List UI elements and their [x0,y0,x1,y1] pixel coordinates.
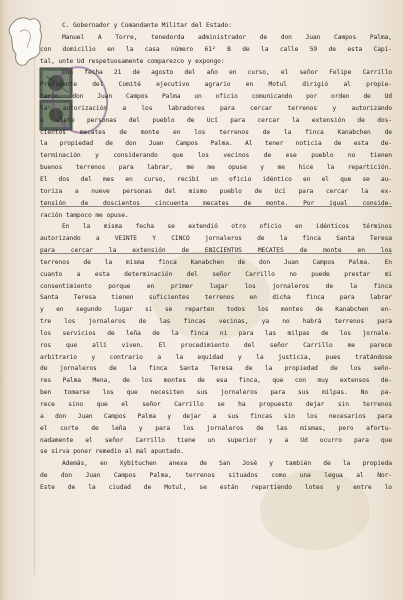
paper-edge [0,0,6,600]
text-line: a don Juan Campos Palma y dejar a sus fincas sin los necesarios para [40,412,392,420]
paragraph-3 [40,221,392,458]
text-line: con domicilio en la casa número 61² B de la calle 59 de esta Capi- [40,45,392,53]
text-line: nadamente el señor Carrillo tiene un superior y a Ud ocurro para que [40,436,392,444]
text-line: cuanto a esta determinación del señor Carrillo no puede prestar mi [40,270,392,278]
text-line: En la misma fecha se extendió otro oficio en idénticos términos [62,223,392,231]
text-line: cientos mecates de monte en los terrenos de la finca Kanabchen de [40,128,392,136]
paragraph-4 [40,458,392,494]
document-body [40,20,392,494]
text-line: Con fecha 21 de agosto del año en curso, el señor Felipe Carrillo [62,69,392,77]
text-line: para cercar la extensión de ENICIENTOS MECATES de monte en los [40,247,392,255]
paragraph-2 [40,67,392,221]
text-line: buenos terrenos para labrar, me me opuse y me hice la repartición. [40,164,392,172]
text-line: de jornaleros de la finca Santa Teresa de la propiedad de los seño- [40,365,392,373]
text-line: Este de la ciudad de Motul, se están repartiendo lotes y entre lo [40,483,392,491]
paragraph-1 [40,32,392,68]
text-line: ración tampoco me opuse. [40,211,129,219]
text-line: de don Juan Campos Palma, terrenos situados como una legua al Nor- [40,472,392,480]
text-line: terrenos de la misma finca Kanabchen de don Juan Campos Palma. En [40,258,392,266]
text-line: la propiedad de don Juan Campos Palma. Al tener noticia de esta de- [40,140,392,148]
text-line: toriza a nueve personas del mismo pueblo de Ucí para cercar la ex- [40,187,392,195]
document-heading: C. Gobernador y Comandante Militar del Estado: [62,22,232,29]
text-line: El dos del mes en curso, recibí un oficio idéntico en el que se au- [40,175,392,183]
text-line: ben tomarse los que necesiten sus jornaleros para sus milpas. No pa- [40,389,392,397]
text-line: a siete personas del pueblo de Ucí para cercar la extensión de dos- [40,116,392,124]
margin-fold [34,55,35,575]
text-line: rece sino que el señor Carrillo se ha propuesto dejar sin terrenos [40,401,392,408]
text-line: ros que allí viven. El procedimiento del señor Carrillo me parece [40,341,392,349]
text-line: Además, en Xybituchen anexa de San José y también de la propieda [62,460,392,468]
text-line: autorizando a VEINTE Y CINCO jornaleros de la finca Santa Teresa [40,235,392,243]
text-line: y en segundo lugar si se reparten todos los montes de Kanabchen en- [40,306,392,314]
text-line: tario don Juan Campos Palma un oficio comunicando por orden de Ud [40,93,392,101]
text-line: tal, unte Ud respetuosamente comparezco y expongo: [40,57,225,65]
text-line: tensión de doscientos cincuenta mecates de monte. Por igual conside- [40,199,392,207]
text-line: tre los jornaleros de las fincas vecinas, ya no habrá terrenos para [40,318,392,326]
text-line: consentimiento porque en primer lugar los jornaleros de la finca [40,282,392,290]
text-line: los servicios de leña de la finca ni para las milpas de los jornale- [40,329,392,337]
text-line: Presidente del Comité ejecutivo agrario en Motul dirigió al propie- [40,81,392,89]
text-line: Santa Teresa tienen suficientes terrenos en dicha finca para labrar [40,294,392,302]
text-line: se sirva poner remedio al mal apuntado. [40,448,184,456]
text-line: arbitrario y contrario a la equidad y la justicia, pues tratándose [40,353,392,361]
text-line: terminación y considerando que los vecinos de ese pueblo no tienen [40,152,392,160]
text-line: res Palma Mena, de los montes de esa finca, que con muy extensos de- [40,377,392,385]
text-line: Manuel A Torre, tenedorda administrador de don Juan Campos Palma, [62,33,392,41]
text-line: la autorización a los labradores para cercar terrenos y autorizando [40,104,392,112]
text-line: el corte de leña y para los jornaleros de las mismas, pero afortu- [40,424,392,432]
